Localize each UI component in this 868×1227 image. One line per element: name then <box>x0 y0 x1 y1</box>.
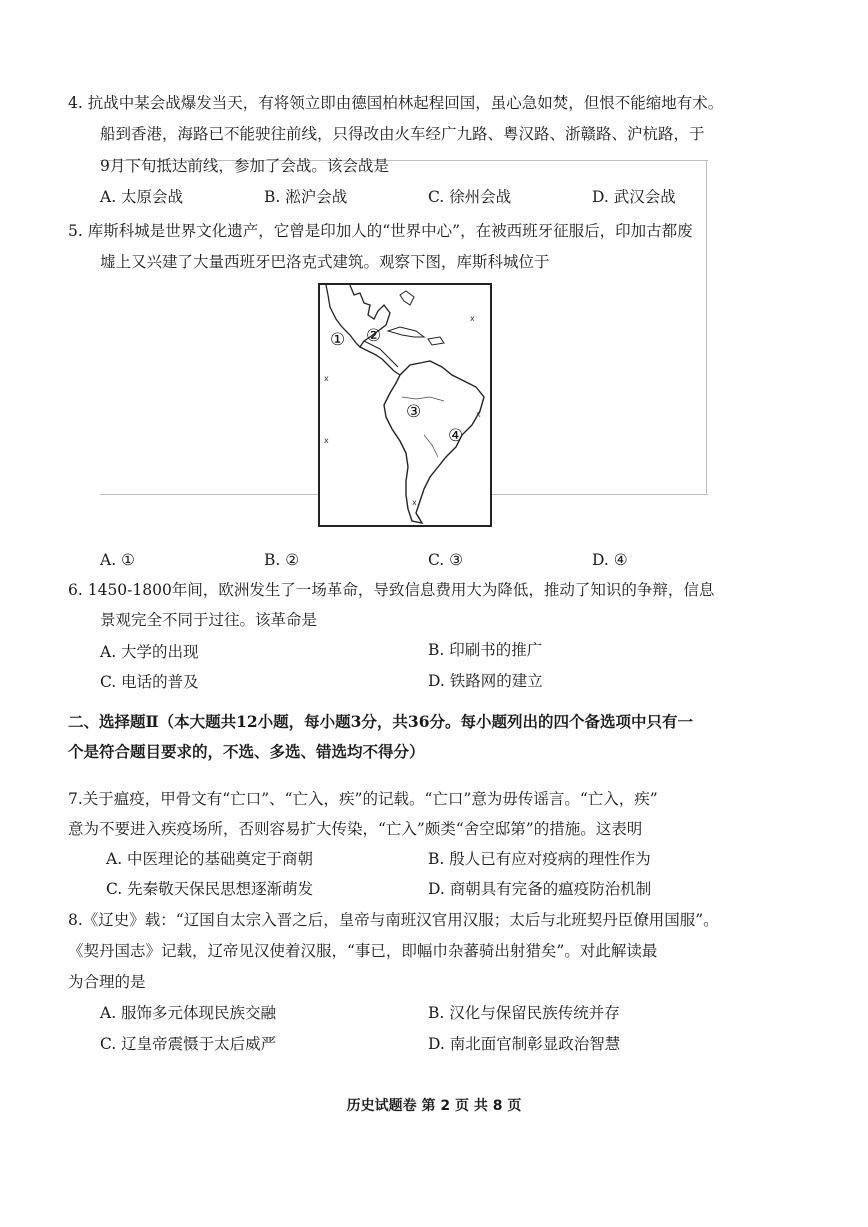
q8-line-1: 8.《辽史》载：“辽国自太宗入晋之后，皇帝与南班汉官用汉服；太后与北班契丹臣僚用国服”。 <box>68 911 719 929</box>
q6-option-b: B. 印刷书的推广 <box>428 641 543 659</box>
q5-option-b: B. ② <box>264 551 300 569</box>
q6-option-a: A. 大学的出现 <box>100 643 199 661</box>
q5-option-d: D. ④ <box>592 551 628 569</box>
map-figure <box>320 285 490 525</box>
q5-option-a: A. ① <box>100 551 135 569</box>
scan-line-right <box>706 160 707 495</box>
map-sea-mark-5: ⅹ <box>412 498 417 507</box>
q4-option-d: D. 武汉会战 <box>592 188 676 206</box>
q6-option-c: C. 电话的普及 <box>100 673 199 691</box>
q5-line-2: 墟上又兴建了大量西班牙巴洛克式建筑。观察下图，库斯科城位于 <box>100 253 550 271</box>
q8-line-3: 为合理的是 <box>68 973 146 991</box>
q8-option-c: C. 辽皇帝震慑于太后威严 <box>100 1035 277 1053</box>
florida-outline <box>400 291 414 305</box>
q8-option-b: B. 汉化与保留民族传统并存 <box>428 1004 620 1022</box>
q4-option-a: A. 太原会战 <box>100 188 184 206</box>
q8-option-a: A. 服饰多元体现民族交融 <box>100 1004 277 1022</box>
q7-option-d: D. 商朝具有完备的瘟疫防治机制 <box>428 880 652 898</box>
q7-line-1: 7.关于瘟疫，甲骨文有“亡口”、“亡入，疾”的记载。“亡口”意为毋传谣言。“亡入，疾” <box>68 790 658 808</box>
q4-option-b: B. 淞沪会战 <box>264 188 348 206</box>
q7-line-2: 意为不要进入疾疫场所，否则容易扩大传染，“亡入”颇类“舍空邸第”的措施。这表明 <box>68 820 643 838</box>
map-marker-3: ③ <box>406 402 422 422</box>
q4-option-c: C. 徐州会战 <box>428 188 512 206</box>
map-sea-mark-1: ⅹ <box>470 314 475 323</box>
q6-line-1: 6. 1450-1800年间，欧洲发生了一场革命，导致信息费用大为降低，推动了知识的争辩，信息 <box>68 581 715 599</box>
q6-line-2: 景观完全不同于过往。该革命是 <box>100 611 318 629</box>
q7-option-b: B. 殷人已有应对疫病的理性作为 <box>428 850 651 868</box>
central-america-outline <box>360 347 400 375</box>
page-footer: 历史试题卷 第 2 页 共 8 页 <box>346 1098 522 1114</box>
south-america-outline <box>384 361 484 523</box>
hispaniola-outline <box>428 337 444 345</box>
map-sea-mark-2: ⅹ <box>324 374 329 383</box>
map-marker-4: ④ <box>448 426 464 446</box>
q4-line-3: 9月下旬抵达前线，参加了会战。该会战是 <box>100 157 389 175</box>
map-marker-2: ② <box>366 326 382 346</box>
q4-line-2: 船到香港，海路已不能驶往前线，只得改由火车经广九路、粤汉路、浙赣路、沪杭路，于 <box>100 125 705 143</box>
map-sea-mark-3: ⅹ <box>324 436 329 445</box>
section-2-heading-line-1: 二、选择题Ⅱ（本大题共12小题，每小题3分，共36分。每小题列出的四个备选项中只有一 <box>68 712 693 731</box>
q7-option-a: A. 中医理论的基础奠定于商朝 <box>106 850 314 868</box>
latin-america-map <box>318 283 492 527</box>
q6-option-d: D. 铁路网的建立 <box>428 672 543 690</box>
map-sea-mark-4: ⅹ <box>476 410 481 419</box>
q8-option-d: D. 南北面官制彰显政治智慧 <box>428 1035 621 1053</box>
section-2-heading-line-2: 个是符合题目要求的，不选、多选、错选均不得分） <box>68 742 425 761</box>
q8-line-2: 《契丹国志》记载，辽帝见汉使着汉服，“事已，即幅巾杂蕃骑出射猎矣”。对此解读最 <box>68 942 658 960</box>
map-marker-1: ① <box>330 330 346 350</box>
q5-line-1: 5. 库斯科城是世界文化遗产，它曾是印加人的“世界中心”，在被西班牙征服后，印加古都废 <box>68 222 693 240</box>
q4-line-1: 4. 抗战中某会战爆发当天，有将领立即由德国柏林起程回国，虽心急如焚，但恨不能缩地有术。 <box>68 94 724 112</box>
cuba-outline <box>388 327 424 337</box>
q5-option-c: C. ③ <box>428 551 464 569</box>
q7-option-c: C. 先秦敬天保民思想逐渐萌发 <box>106 880 314 898</box>
